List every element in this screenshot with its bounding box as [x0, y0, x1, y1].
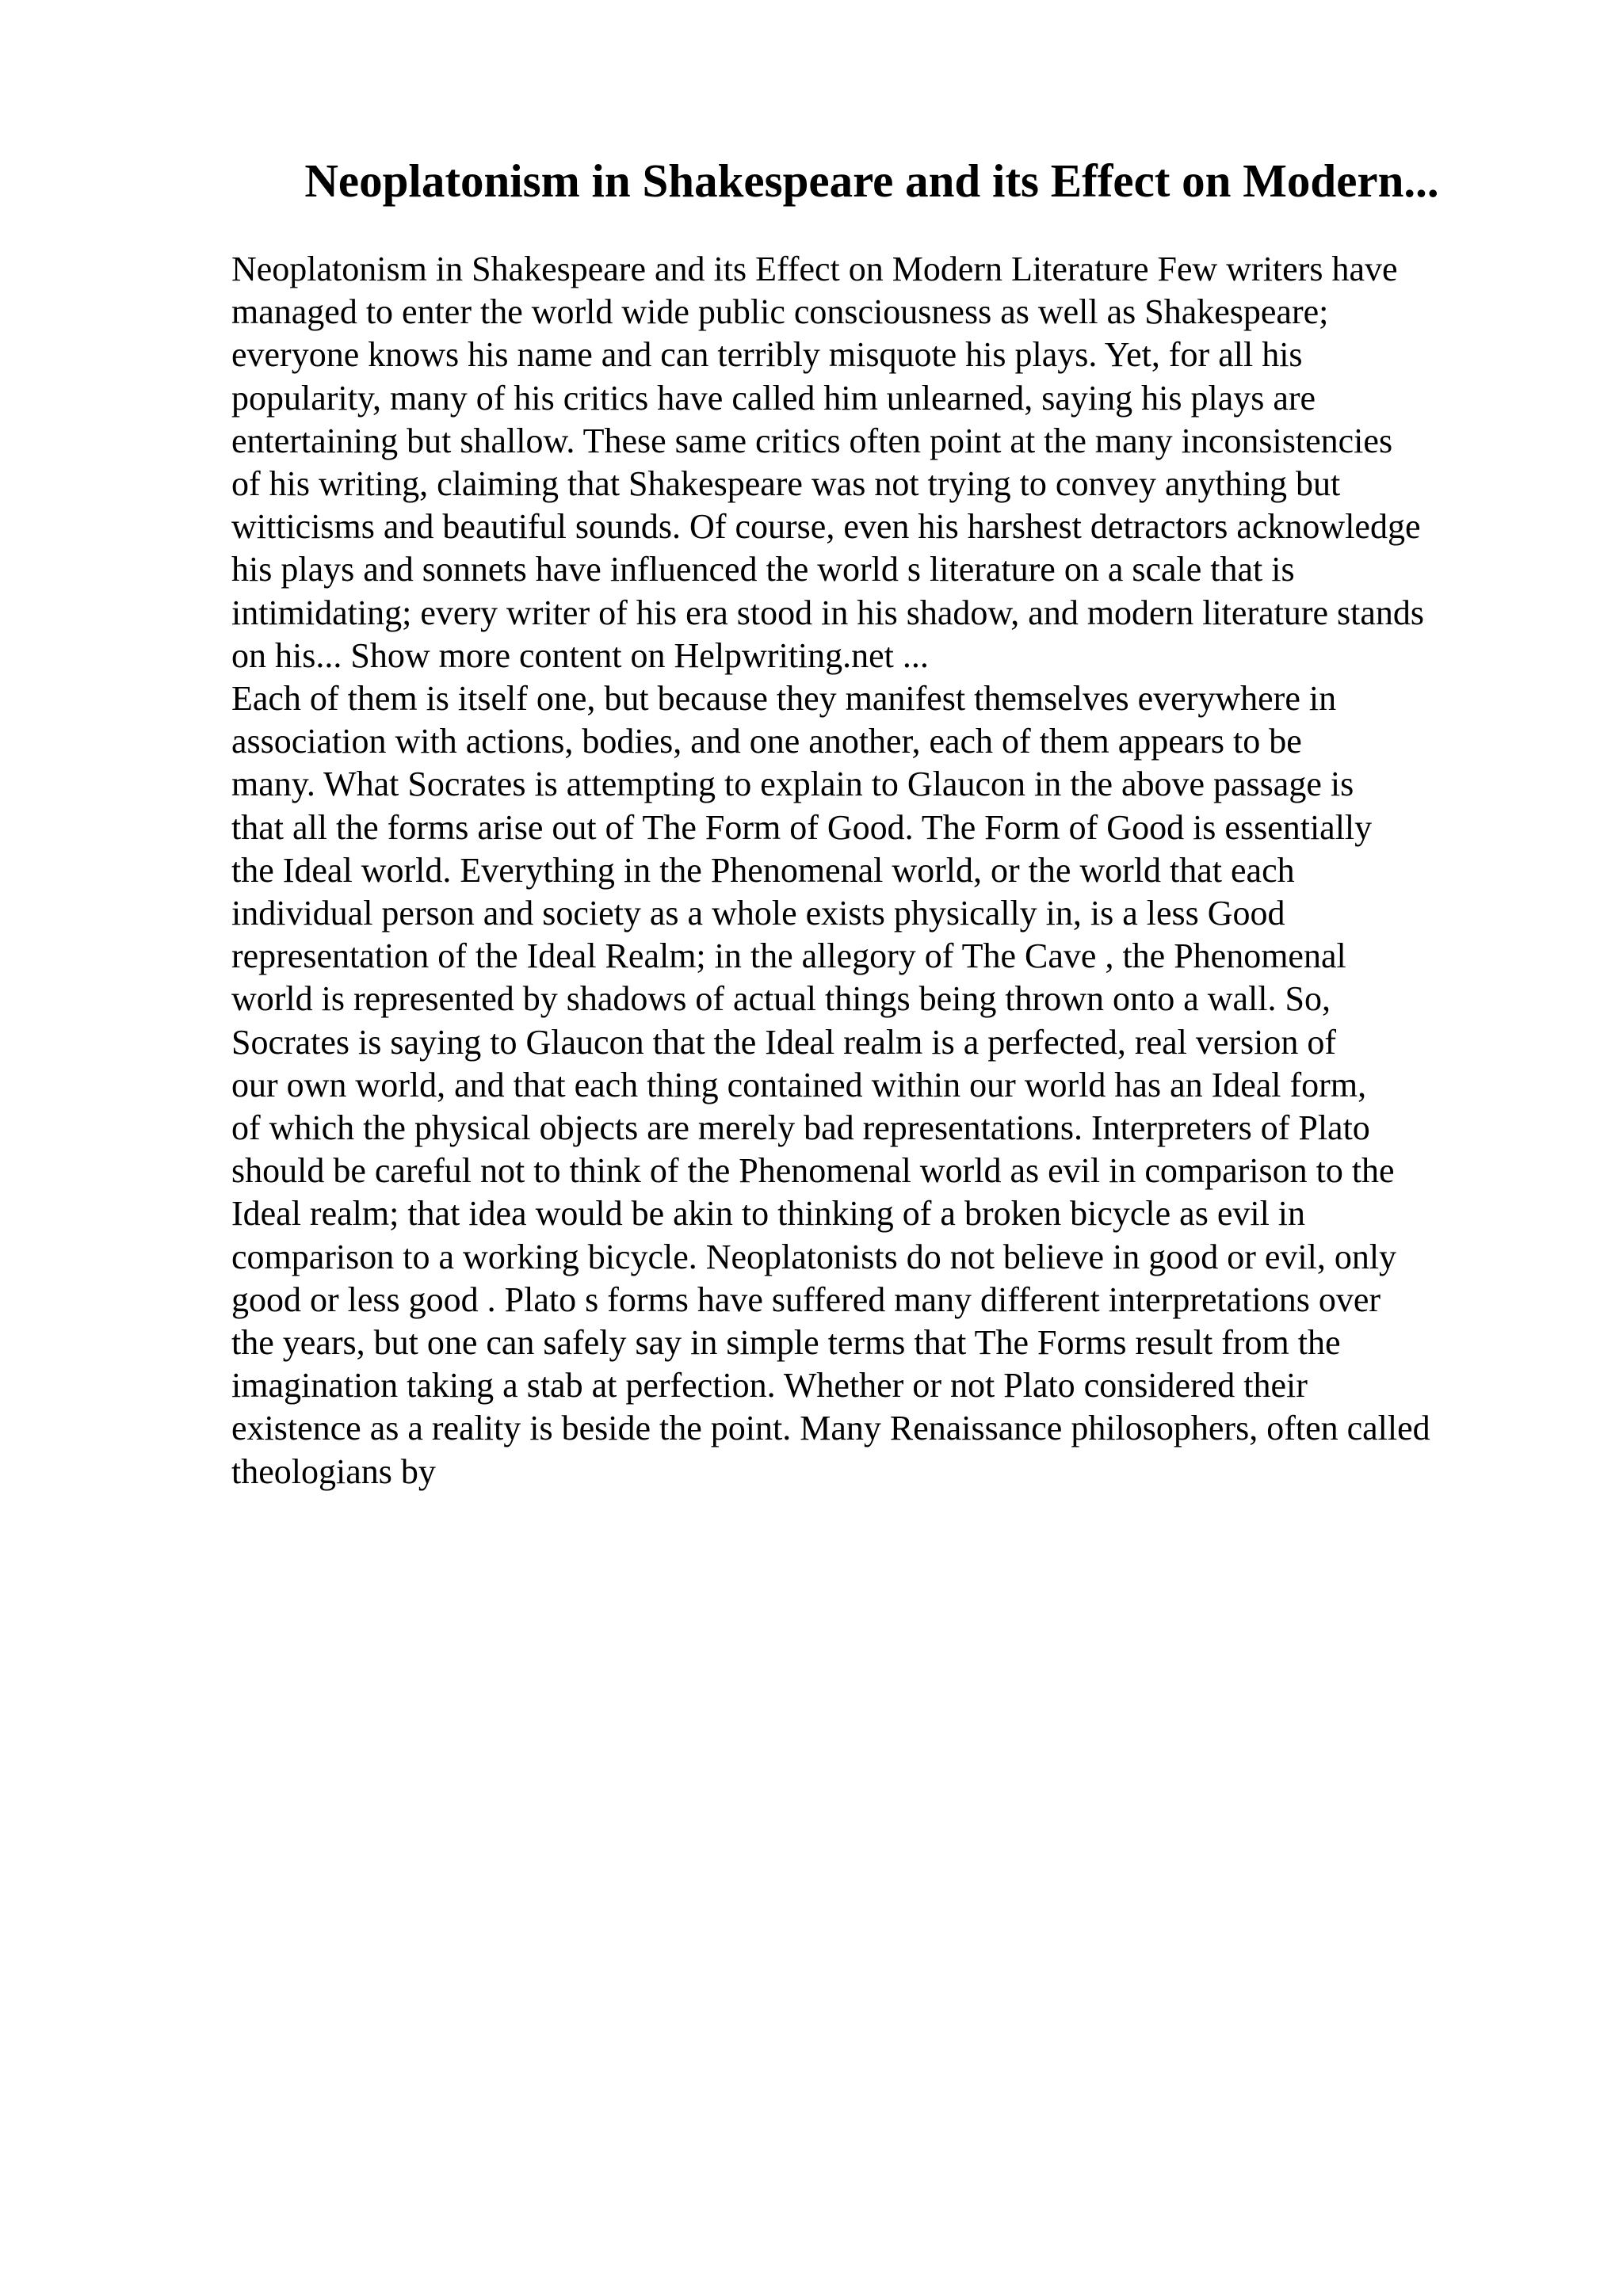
text-line: good or less good . Plato s forms have suffered many different interpretations over [231, 1280, 1381, 1319]
paragraph-2 [231, 677, 1515, 1493]
text-line: representation of the Ideal Realm; in the allegory of The Cave , the Phenomenal [231, 936, 1346, 976]
text-line: our own world, and that each thing contained within our world has an Ideal form, [231, 1065, 1367, 1104]
text-line: on his... Show more content on Helpwriting.net ... [231, 635, 929, 675]
text-line: everyone knows his name and can terribly misquote his plays. Yet, for all his [231, 335, 1303, 375]
text-line: association with actions, bodies, and one another, each of them appears to be [231, 722, 1302, 761]
text-line: should be careful not to think of the Phenomenal world as evil in comparison to the [231, 1151, 1395, 1191]
document-title: Neoplatonism in Shakespeare and its Effect on Modern... [304, 154, 1439, 207]
text-line: theologians by [231, 1451, 436, 1491]
paragraph-1 [231, 248, 1515, 677]
text-line: comparison to a working bicycle. Neoplatonists do not believe in good or evil, only [231, 1237, 1397, 1276]
text-line: of which the physical objects are merely bad representations. Interpreters of Plato [231, 1108, 1370, 1148]
text-line: that all the forms arise out of The Form of Good. The Form of Good is essentially [231, 807, 1373, 847]
text-line: Socrates is saying to Glaucon that the Ideal realm is a perfected, real version of [231, 1022, 1337, 1062]
text-line: his plays and sonnets have influenced the world s literature on a scale that is [231, 550, 1295, 589]
text-line: Ideal realm; that idea would be akin to thinking of a broken bicycle as evil in [231, 1194, 1306, 1234]
text-line: entertaining but shallow. These same critics often point at the many inconsistencies [231, 421, 1393, 460]
text-line: world is represented by shadows of actual things being thrown onto a wall. So, [231, 979, 1331, 1019]
text-line: the years, but one can safely say in simple terms that The Forms result from the [231, 1323, 1341, 1363]
text-line: witticisms and beautiful sounds. Of course, even his harshest detractors acknowledge [231, 507, 1421, 547]
text-line: intimidating; every writer of his era stood in his shadow, and modern literature stands [231, 593, 1425, 632]
text-line: popularity, many of his critics have called him unlearned, saying his plays are [231, 378, 1316, 418]
text-line: managed to enter the world wide public consciousness as well as Shakespeare; [231, 292, 1329, 332]
text-line: imagination taking a stab at perfection. Whether or not Plato considered their [231, 1366, 1308, 1405]
text-line: Each of them is itself one, but because they manifest themselves everywhere in [231, 679, 1337, 718]
text-line: the Ideal world. Everything in the Phenomenal world, or the world that each [231, 850, 1295, 890]
text-line: of his writing, claiming that Shakespeare was not trying to convey anything but [231, 464, 1341, 504]
text-line: Neoplatonism in Shakespeare and its Effect on Modern Literature Few writers have [231, 250, 1398, 288]
text-line: existence as a reality is beside the point. Many Renaissance philosophers, often called [231, 1409, 1430, 1448]
text-line: many. What Socrates is attempting to explain to Glaucon in the above passage is [231, 765, 1354, 804]
text-line: individual person and society as a whole exists physically in, is a less Good [231, 894, 1285, 933]
